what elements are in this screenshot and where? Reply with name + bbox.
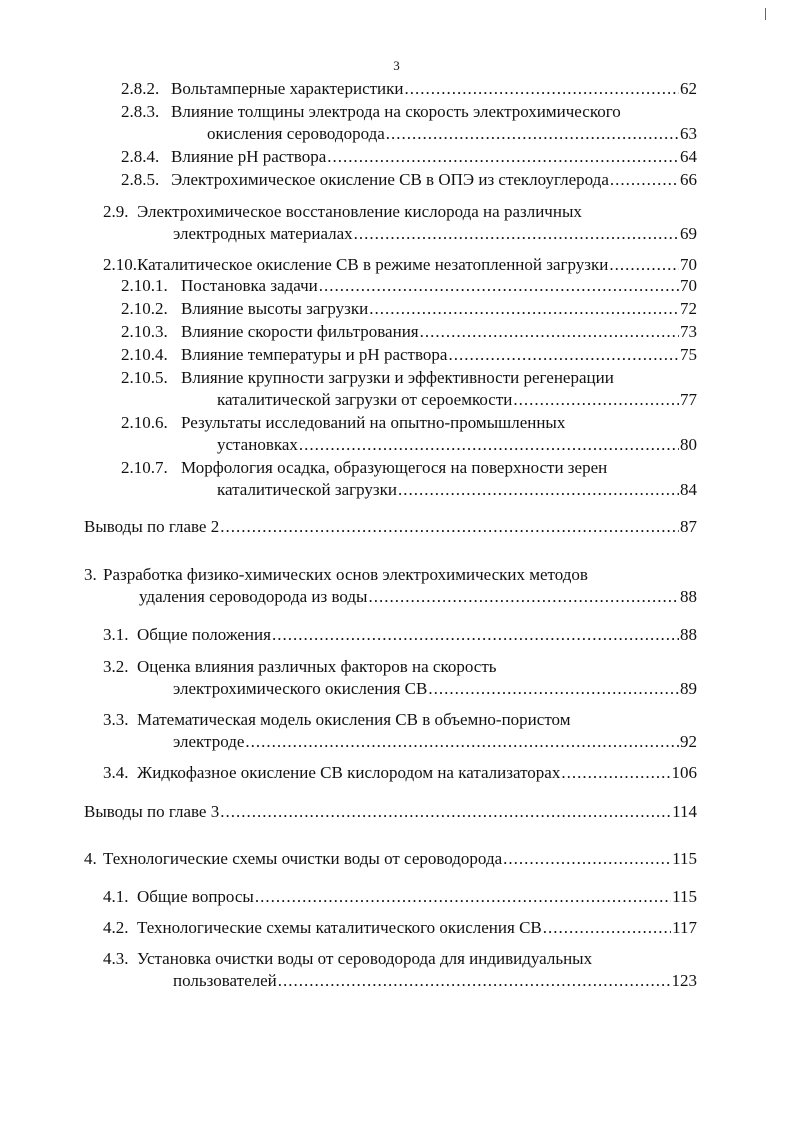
toc-page-number: 63	[680, 124, 697, 143]
toc-number: 2.10.7.	[121, 458, 168, 477]
toc-number: 4.2.	[103, 918, 129, 937]
toc-page-number: 115	[672, 887, 697, 906]
toc-leader	[610, 169, 679, 191]
toc-number: 2.8.2.	[121, 79, 160, 98]
toc-number: 2.10.4.	[121, 345, 168, 364]
toc-leader	[354, 223, 679, 245]
toc-title: Вольтамперные характеристики	[171, 79, 404, 98]
toc-title: Выводы по главе 3	[84, 802, 220, 821]
toc-title: Жидкофазное окисление СВ кислородом на катализаторах	[137, 763, 561, 782]
toc-title-line: Оценка влияния различных факторов на скорость	[137, 657, 497, 676]
toc-page-number: 89	[680, 679, 697, 698]
toc-entry	[121, 367, 697, 411]
toc-page-number: 87	[680, 517, 697, 536]
toc-number: 3.3.	[103, 710, 129, 729]
toc-page-number: 77	[680, 390, 697, 409]
toc-page-number: 69	[680, 224, 697, 243]
toc-entry	[121, 78, 697, 100]
toc-number: 2.10.1.	[121, 276, 168, 295]
toc-leader	[278, 970, 671, 992]
toc-page-number: 117	[672, 918, 697, 937]
toc-page-number: 62	[680, 79, 697, 98]
toc-page-number: 114	[672, 802, 697, 821]
toc-number: 3.4.	[103, 763, 129, 782]
toc-entry	[84, 564, 697, 608]
toc-entry	[121, 344, 697, 366]
toc-page-number: 73	[680, 322, 697, 341]
toc-leader	[220, 516, 679, 538]
toc-leader	[220, 801, 671, 823]
toc-title: удаления сероводорода из воды	[139, 587, 368, 606]
toc-leader	[369, 298, 679, 320]
toc-number: 2.10.6.	[121, 413, 168, 432]
scan-mark	[765, 8, 766, 20]
toc-title: Постановка задачи	[181, 276, 318, 295]
toc-title: Технологические схемы каталитического окисления СВ	[137, 918, 542, 937]
toc-page-number: 88	[680, 625, 697, 644]
toc-leader	[543, 917, 671, 939]
toc-entry	[103, 762, 697, 784]
toc-number: 2.10.5.	[121, 368, 168, 387]
toc-leader	[386, 123, 679, 145]
toc-entry	[103, 886, 697, 908]
toc-leader	[368, 586, 679, 608]
toc-leader	[245, 731, 679, 753]
toc-leader	[561, 762, 670, 784]
toc-title: окисления сероводорода	[207, 124, 385, 143]
toc-title: электроде	[173, 732, 245, 751]
toc-title: Влияние pH раствора	[171, 147, 327, 166]
toc-page-number: 80	[680, 435, 697, 454]
toc-number: 2.8.3.	[121, 102, 160, 121]
toc-leader	[428, 678, 679, 700]
toc-leader	[609, 254, 679, 276]
toc-entry	[84, 848, 697, 870]
toc-entry	[121, 146, 697, 168]
toc-title-line: Результаты исследований на опытно-промышленных	[181, 413, 566, 432]
toc-title: Каталитическое окисление СВ в режиме незатопленной загрузки	[137, 255, 609, 274]
toc-page-number: 106	[671, 763, 697, 782]
toc-entry	[121, 298, 697, 320]
toc-entry	[121, 101, 697, 145]
toc-number: 2.10.2.	[121, 299, 168, 318]
toc-leader	[405, 78, 679, 100]
toc-title: каталитической загрузки	[217, 480, 397, 499]
toc-number: 4.1.	[103, 887, 129, 906]
toc-number: 2.10.	[103, 255, 137, 274]
toc-number: 2.8.5.	[121, 170, 160, 189]
toc-page-number: 115	[672, 849, 697, 868]
toc-leader	[448, 344, 679, 366]
toc-page-number: 123	[671, 971, 697, 990]
toc-title: Выводы по главе 2	[84, 517, 220, 536]
toc-title-line: Разработка физико-химических основ электрохимических методов	[103, 565, 588, 584]
toc-title: электрохимического окисления СВ	[173, 679, 428, 698]
toc-title: каталитической загрузки от сероемкости	[217, 390, 513, 409]
toc-number: 2.8.4.	[121, 147, 160, 166]
toc-entry	[121, 457, 697, 501]
toc-number: 3.	[84, 565, 97, 584]
toc-entry	[121, 321, 697, 343]
toc-title-line: Морфология осадка, образующегося на поверхности зерен	[181, 458, 608, 477]
toc-title: электродных материалах	[173, 224, 353, 243]
toc-leader	[255, 886, 671, 908]
toc-page-number: 70	[680, 276, 697, 295]
toc-page-number: 84	[680, 480, 697, 499]
toc-number: 3.2.	[103, 657, 129, 676]
toc-page-number: 66	[680, 170, 697, 189]
toc-page-number: 72	[680, 299, 697, 318]
toc-title: Общие положения	[137, 625, 271, 644]
toc-entry	[121, 169, 697, 191]
toc-leader	[398, 479, 679, 501]
toc-title-line: Электрохимическое восстановление кислорода на различных	[137, 202, 582, 221]
toc-entry	[103, 201, 697, 245]
page-number: 3	[393, 58, 400, 73]
toc-title-line: Математическая модель окисления СВ в объемно-пористом	[137, 710, 571, 729]
toc-number: 2.9.	[103, 202, 129, 221]
toc-title: Общие вопросы	[137, 887, 254, 906]
toc-entry	[84, 516, 697, 538]
toc-entry	[84, 801, 697, 823]
toc-entry	[121, 412, 697, 456]
toc-title-line: Установка очистки воды от сероводорода для индивидуальных	[137, 949, 593, 968]
toc-leader	[327, 146, 679, 168]
toc-leader	[420, 321, 679, 343]
toc-leader	[319, 275, 679, 297]
toc-leader	[299, 434, 679, 456]
toc-page-number: 70	[680, 255, 697, 274]
toc-number: 4.3.	[103, 949, 129, 968]
toc-page-number: 88	[680, 587, 697, 606]
toc-title-line: Влияние толщины электрода на скорость электрохимического	[171, 102, 621, 121]
toc-entry	[103, 656, 697, 700]
toc-title: Влияние высоты загрузки	[181, 299, 369, 318]
toc-entry	[103, 709, 697, 753]
toc-entry	[103, 948, 697, 992]
toc-title-line: Влияние крупности загрузки и эффективности регенерации	[181, 368, 614, 387]
toc-entry	[103, 254, 697, 276]
toc-leader	[272, 624, 679, 646]
toc-number: 4.	[84, 849, 97, 868]
toc-title: пользователей	[173, 971, 277, 990]
toc-leader	[503, 848, 671, 870]
toc-number: 2.10.3.	[121, 322, 168, 341]
toc-title: Электрохимическое окисление СВ в ОПЭ из стеклоуглерода	[171, 170, 609, 189]
toc-title: Влияние скорости фильтрования	[181, 322, 419, 341]
toc-title: Технологические схемы очистки воды от сероводорода	[103, 849, 503, 868]
toc-page-number: 75	[680, 345, 697, 364]
toc-entry	[103, 917, 697, 939]
toc-entry	[121, 275, 697, 297]
toc-entry	[103, 624, 697, 646]
toc-number: 3.1.	[103, 625, 129, 644]
toc-page-number: 64	[680, 147, 697, 166]
toc-title: установках	[217, 435, 298, 454]
toc-page-number: 92	[680, 732, 697, 751]
toc-title: Влияние температуры и pH раствора	[181, 345, 448, 364]
toc-leader	[513, 389, 679, 411]
